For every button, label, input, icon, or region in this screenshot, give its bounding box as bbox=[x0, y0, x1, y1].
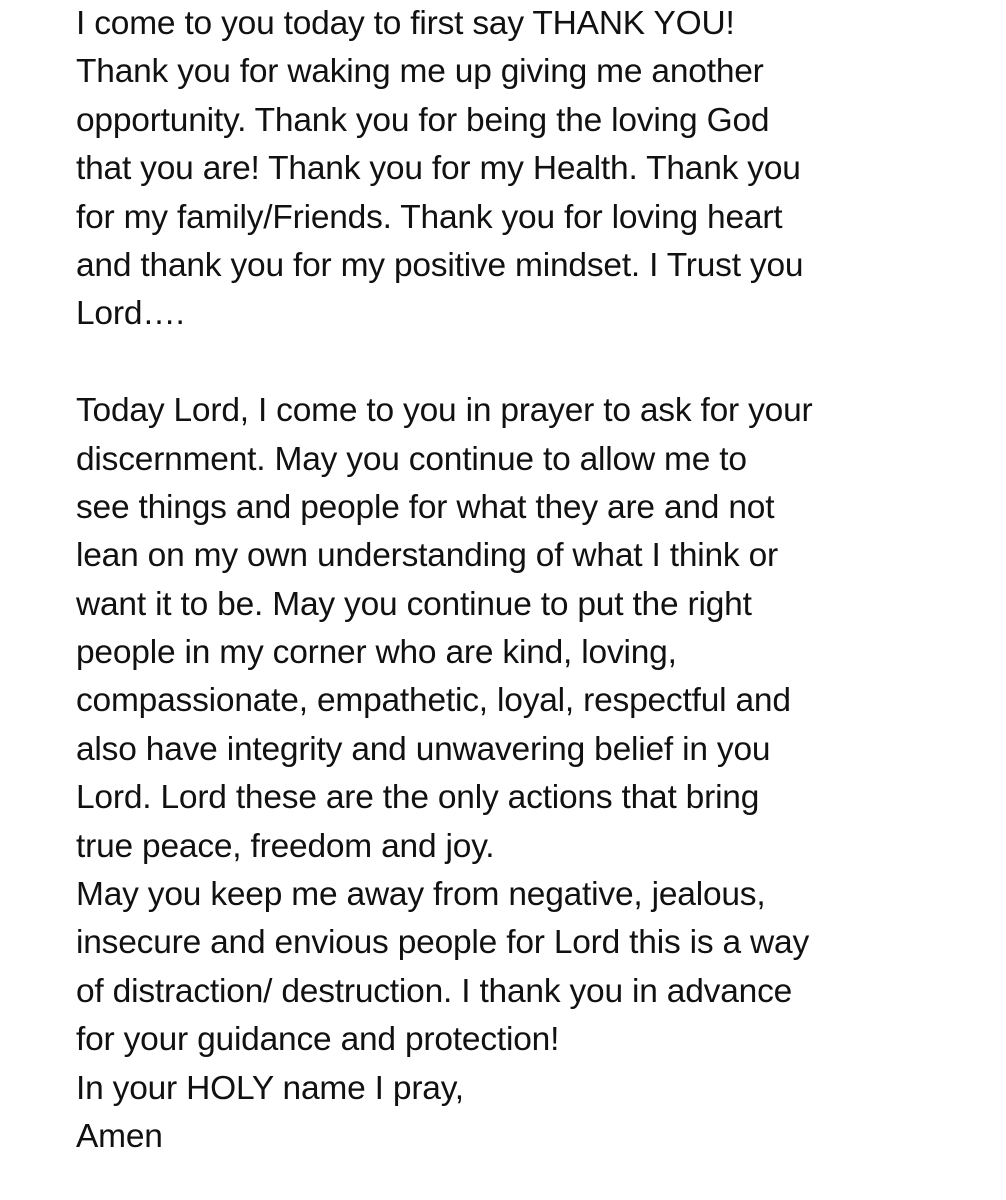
text-line: see things and people for what they are and not bbox=[76, 488, 775, 526]
text-line: compassionate, empathetic, loyal, respectful and bbox=[76, 682, 791, 720]
text-line: for my family/Friends. Thank you for loving heart bbox=[76, 198, 783, 236]
text-line: Lord. Lord these are the only actions that bring bbox=[76, 779, 760, 817]
text-line: lean on my own understanding of what I think or bbox=[76, 537, 778, 575]
text-line: people in my corner who are kind, loving, bbox=[76, 634, 677, 672]
text-line: of distraction/ destruction. I thank you in advance bbox=[76, 972, 793, 1010]
text-line: In your HOLY name I pray, bbox=[76, 1069, 464, 1107]
text-line: want it to be. May you continue to put the right bbox=[76, 585, 752, 623]
text-line: I come to you today to first say THANK YOU! bbox=[76, 5, 735, 42]
text-line: for your guidance and protection! bbox=[76, 1021, 560, 1059]
text-line: opportunity. Thank you for being the loving God bbox=[76, 101, 770, 139]
text-line: Thank you for waking me up giving me another bbox=[76, 53, 764, 91]
text-line: discernment. May you continue to allow me to bbox=[76, 440, 747, 478]
text-line: Today Lord, I come to you in prayer to ask for your bbox=[76, 392, 813, 430]
text-line: also have integrity and unwavering belief in you bbox=[76, 730, 771, 768]
text-line: Lord…. bbox=[76, 295, 185, 333]
text-line: true peace, freedom and joy. bbox=[76, 827, 495, 865]
text-line: Amen bbox=[76, 1117, 163, 1155]
text-line: that you are! Thank you for my Health. Thank you bbox=[76, 150, 801, 188]
note-body bbox=[76, 0, 976, 1161]
text-line: insecure and envious people for Lord this is a way bbox=[76, 924, 810, 962]
text-line: May you keep me away from negative, jealous, bbox=[76, 876, 766, 914]
text-line: and thank you for my positive mindset. I Trust you bbox=[76, 246, 804, 284]
blank-line bbox=[76, 339, 976, 387]
